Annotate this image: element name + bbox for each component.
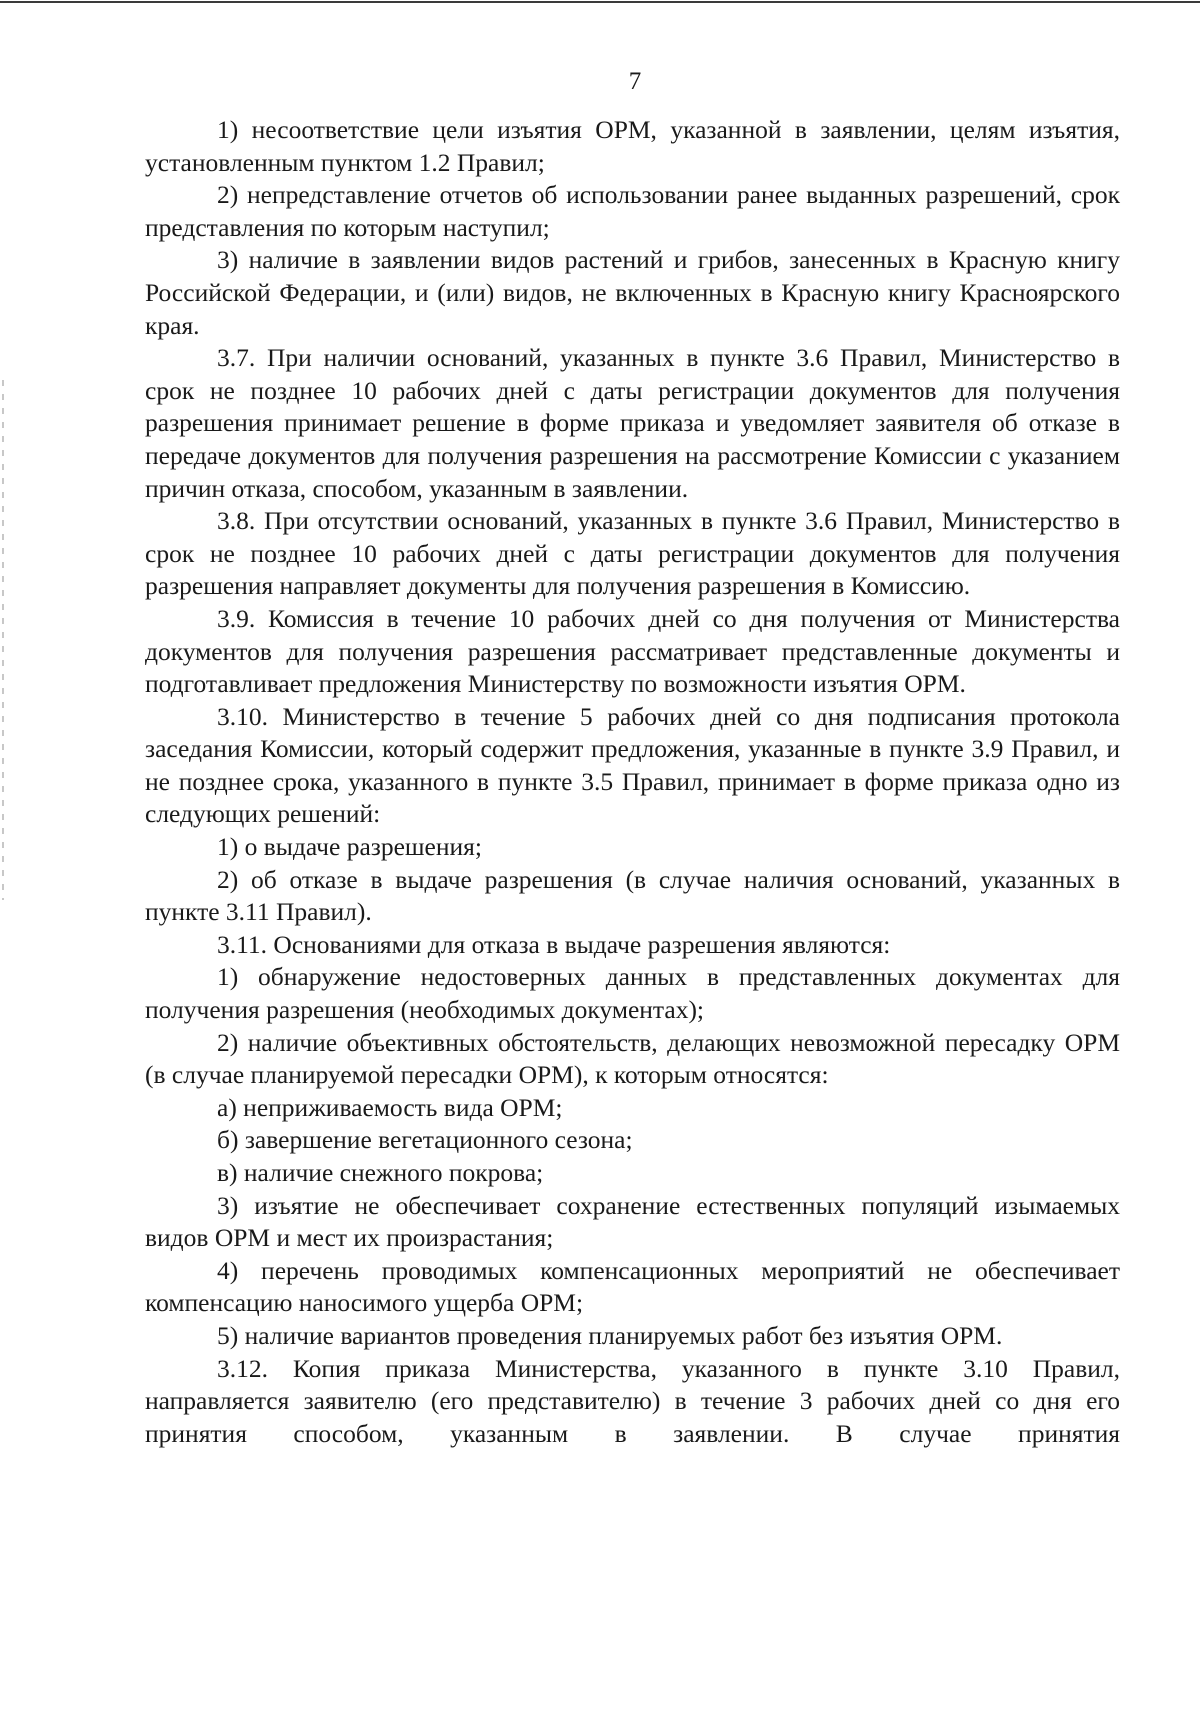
paragraph-item-3-red-book: 3) наличие в заявлении видов растений и грибов, занесенных в Красную книгу Российской Федерации, и (или) видов, не включенных в Красную книгу Красноярского края. (145, 245, 1120, 340)
document-body (145, 114, 1120, 1450)
page-number: 7 (628, 68, 642, 95)
paragraph-ground-4-compensation: 4) перечень проводимых компенсационных мероприятий не обеспечивает компенсацию наносимого ущерба ОРМ; (145, 1255, 1120, 1318)
scan-edge-marks (2, 380, 4, 900)
paragraph-ground-5-alternatives: 5) наличие вариантов проведения планируемых работ без изъятия ОРМ. (217, 1320, 1003, 1350)
top-scan-border (0, 1, 1200, 3)
paragraph-3-10: 3.10. Министерство в течение 5 рабочих дней со дня подписания протокола заседания Комиссии, который содержит предложения, указанные в пункте 3.9 Правил, и не позднее срока, указанного в пункте 3.5 Правил, принимает в форме приказа одно из следующих решений: (145, 701, 1120, 829)
paragraph-item-2-no-reports: 2) непредставление отчетов об использовании ранее выданных разрешений, срок представления по которым наступил; (145, 180, 1120, 242)
paragraph-3-11: 3.11. Основаниями для отказа в выдаче разрешения являются: (217, 929, 891, 959)
paragraph-item-1-goal-mismatch: 1) несоответствие цели изъятия ОРМ, указанной в заявлении, целям изъятия, установленным пунктом 1.2 Правил; (145, 115, 1120, 177)
paragraph-decision-2-refuse: 2) об отказе в выдаче разрешения (в случае наличия оснований, указанных в пункте 3.11 Правил). (145, 864, 1120, 927)
paragraph-3-7: 3.7. При наличии оснований, указанных в пункте 3.6 Правил, Министерство в срок не позднее 10 рабочих дней с даты регистрации документов для получения разрешения принимает решение в форме приказа и уведомляет заявителя об отказе в передаче документов для получения разрешения на рассмотрение Комиссии с указанием причин отказа, способом, указанным в заявлении. (145, 343, 1120, 503)
paragraph-subitem-b: б) завершение вегетационного сезона; (217, 1125, 633, 1155)
paragraph-decision-1-issue: 1) о выдаче разрешения; (217, 832, 482, 862)
paragraph-3-12: 3.12. Копия приказа Министерства, указанного в пункте 3.10 Правил, направляется заявителю (его представителю) в течение 3 рабочих дней со дня его принятия способом, указанным в заявлении. В случае принятия (145, 1353, 1120, 1448)
paragraph-3-9: 3.9. Комиссия в течение 10 рабочих дней со дня получения от Министерства документов для получения разрешения рассматривает представленные документы и подготавливает предложения Министерству по возможности изъятия ОРМ. (145, 603, 1120, 699)
paragraph-3-8: 3.8. При отсутствии оснований, указанных в пункте 3.6 Правил, Министерство в срок не позднее 10 рабочих дней с даты регистрации документов для получения разрешения направляет документы для получения разрешения в Комиссию. (145, 506, 1120, 601)
paragraph-ground-2-circumstances: 2) наличие объективных обстоятельств, делающих невозможной пересадку ОРМ (в случае планируемой пересадки ОРМ), к которым относятся: (145, 1027, 1120, 1090)
paragraph-subitem-a: а) неприживаемость вида ОРМ; (217, 1092, 563, 1122)
paragraph-subitem-v: в) наличие снежного покрова; (217, 1158, 544, 1187)
paragraph-ground-3-populations: 3) изъятие не обеспечивает сохранение естественных популяций изымаемых видов ОРМ и мест их произрастания; (145, 1190, 1120, 1253)
paragraph-ground-1-unreliable-data: 1) обнаружение недостоверных данных в представленных документах для получения разрешения (необходимых документах); (145, 962, 1120, 1025)
